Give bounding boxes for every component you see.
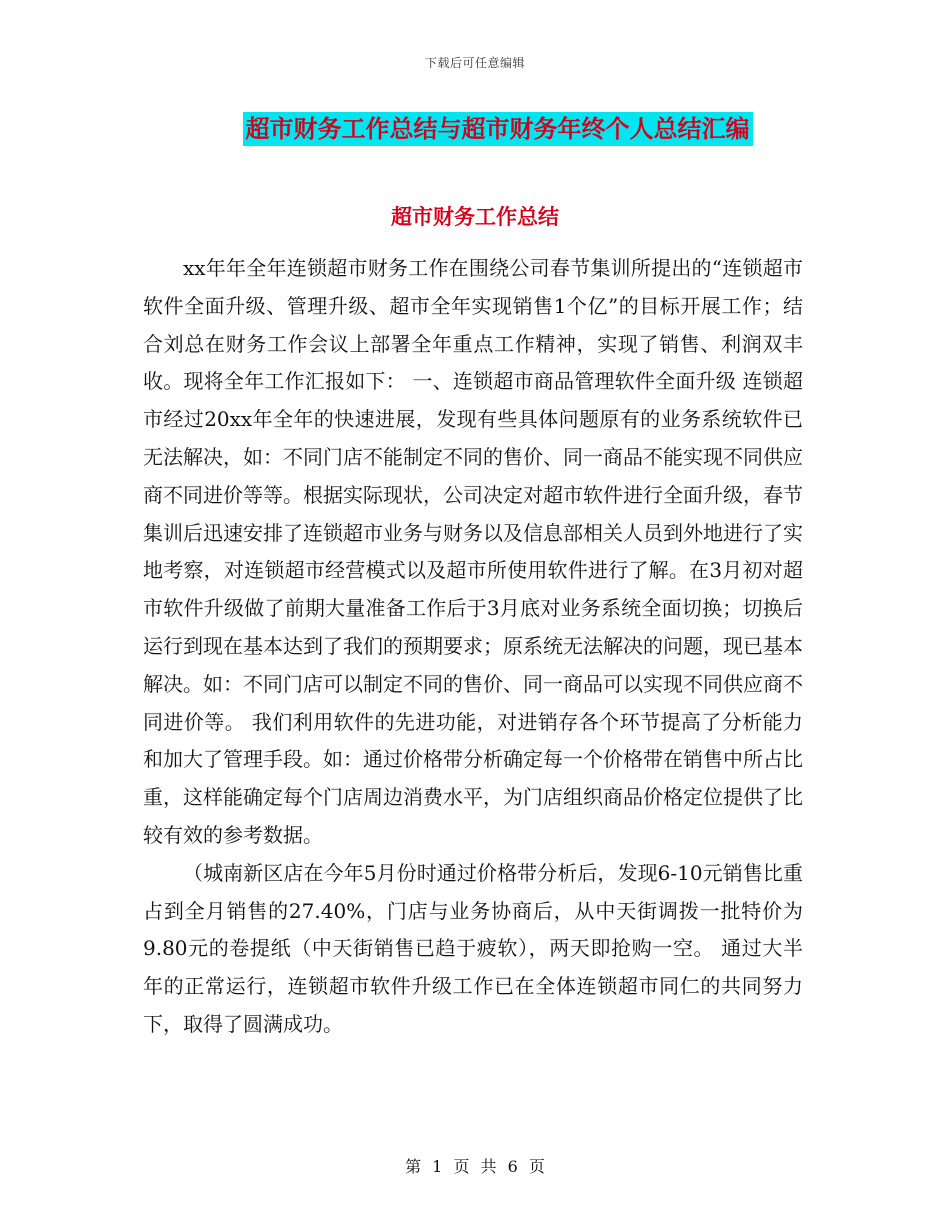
page-footer: 第 1 页 共 6 页 (405, 1157, 545, 1176)
header-note: 下载后可任意编辑 (424, 56, 525, 70)
main-title-container (0, 112, 950, 146)
body-paragraph: xx年年全年连锁超市财务工作在围绕公司春节集训所提出的“连锁超市软件全面升级、管理升级、超市全年实现销售1个亿”的目标开展工作；结合刘总在财务工作会议上部署全年重点工作精神，实现了销售、利润双丰收。现将全年工作汇报如下： 一、连锁超市商品管理软件全面升级 连锁超市经过20xx年全年的快速进展，发现有些具体问题原有的业务系统软件已无法解决，如：不同门店不能制定不同的售价、同一商品不能实现不同供应商不同进价等等。根据实际现状，公司决定对超市软件进行全面升级，春节集训后迅速安排了连锁超市业务与财务以及信息部相关人员到外地进行了实地考察，对连锁超市经营模式以及超市所使用软件进行了解。在3月初对超市软件升级做了前期大量准备工作后于3月底对业务系统全面切换；切换后运行到现在基本达到了我们的预期要求；原系统无法解决的问题，现已基本解决。如：不同门店可以制定不同的售价、同一商品可以实现不同供应商不同进价等。 我们利用软件的先进功能，对进销存各个环节提高了分析能力和加大了管理手段。如：通过价格带分析确定每一个价格带在销售中所占比重，这样能确定每个门店周边消费水平，为门店组织商品价格定位提供了比较有效的参考数据。 (143, 256, 803, 847)
section-title: 超市财务工作总结 (391, 205, 559, 229)
document-title: 超市财务工作总结与超市财务年终个人总结汇编 (243, 112, 753, 146)
body-paragraph: （城南新区店在今年5月份时通过价格带分析后，发现6-10元销售比重占到全月销售的27.40%，门店与业务协商后，从中天街调拨一批特价为9.80元的卷提纸（中天街销售已趋于疲软），两天即抢购一空。 通过大半年的正常运行，连锁超市软件升级工作已在全体连锁超市同仁的共同努力下，取得了圆满成功。 (143, 860, 803, 1036)
document-body (143, 250, 803, 1044)
